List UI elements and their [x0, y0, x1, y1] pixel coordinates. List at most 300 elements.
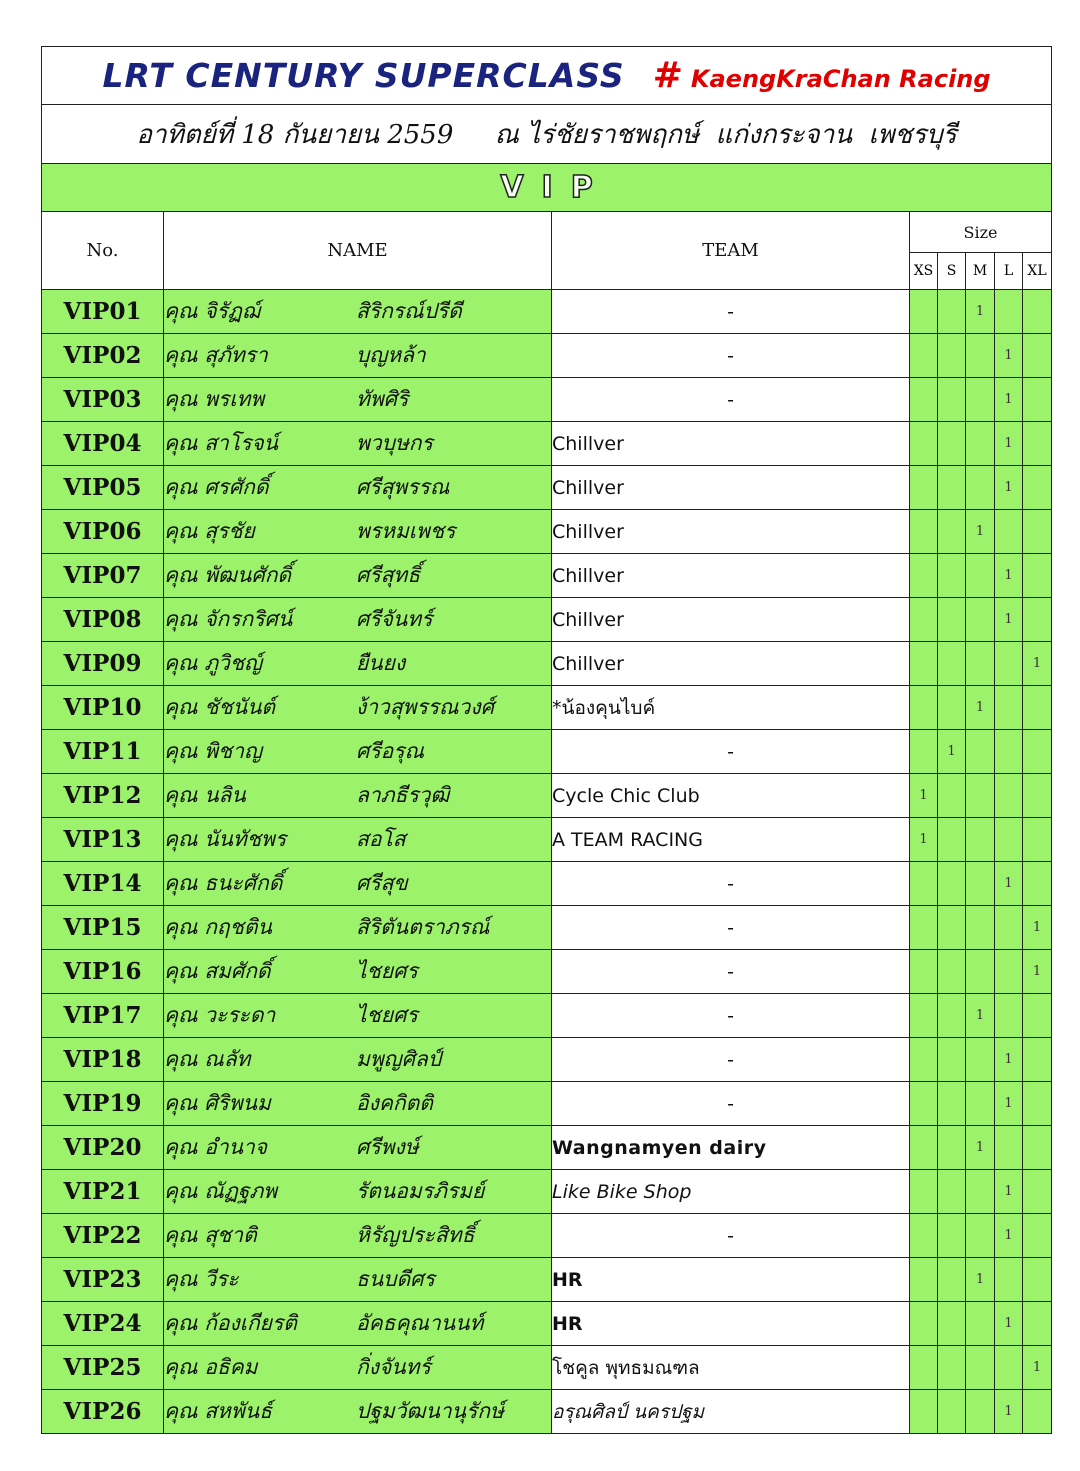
- size-cell-s: [938, 554, 966, 598]
- size-cell-s: [938, 1038, 966, 1082]
- size-cell-m: [966, 1390, 995, 1434]
- participant-name: [164, 994, 552, 1038]
- entry-number: VIP17: [42, 994, 164, 1038]
- size-cell-l: [995, 642, 1023, 686]
- size-cell-l: 1: [995, 1038, 1023, 1082]
- size-cell-l: [995, 510, 1023, 554]
- entry-number: VIP20: [42, 1126, 164, 1170]
- size-cell-l: [995, 994, 1023, 1038]
- table-row: [42, 642, 1052, 686]
- table-row: [42, 510, 1052, 554]
- size-cell-l: [995, 290, 1023, 334]
- first-name: คุณ พรเทพ: [164, 387, 265, 411]
- table-row: [42, 774, 1052, 818]
- size-cell-xs: 1: [910, 818, 938, 862]
- size-cell-xl: 1: [1023, 906, 1052, 950]
- size-cell-xl: [1023, 686, 1052, 730]
- first-name: คุณ สุชาติ: [164, 1223, 257, 1247]
- size-cell-l: 1: [995, 466, 1023, 510]
- first-name: คุณ ศรศักดิ์: [164, 475, 269, 499]
- participant-name: [164, 334, 552, 378]
- size-cell-xl: [1023, 1082, 1052, 1126]
- table-row: [42, 686, 1052, 730]
- table-row: [42, 1214, 1052, 1258]
- team-name: Chillver: [552, 554, 910, 598]
- col-header-no: No.: [42, 212, 164, 290]
- last-name: บุญหล้า: [356, 343, 426, 367]
- size-header-xl: XL: [1023, 253, 1052, 290]
- team-name: HR: [552, 1302, 910, 1346]
- size-cell-l: 1: [995, 598, 1023, 642]
- size-cell-l: 1: [995, 1170, 1023, 1214]
- last-name: ศรีพงษ์: [356, 1135, 419, 1159]
- size-cell-l: [995, 1346, 1023, 1390]
- participant-name: [164, 422, 552, 466]
- entry-number: VIP10: [42, 686, 164, 730]
- first-name: คุณ วะระดา: [164, 1003, 276, 1027]
- last-name: ลาภธีรวุฒิ: [356, 783, 450, 807]
- table-row: [42, 950, 1052, 994]
- last-name: สอโส: [356, 827, 406, 851]
- size-cell-xl: [1023, 1170, 1052, 1214]
- size-cell-xl: [1023, 818, 1052, 862]
- first-name: คุณ ณลัท: [164, 1047, 251, 1071]
- col-header-size: Size: [910, 212, 1052, 253]
- table-row: [42, 1258, 1052, 1302]
- col-header-name: NAME: [164, 212, 552, 290]
- first-name: คุณ กฤชติน: [164, 915, 272, 939]
- size-cell-xl: [1023, 1390, 1052, 1434]
- size-cell-xs: [910, 686, 938, 730]
- entry-number: VIP07: [42, 554, 164, 598]
- first-name: คุณ สาโรจน์: [164, 431, 279, 455]
- participant-name: [164, 730, 552, 774]
- first-name: คุณ ธนะศักดิ์: [164, 871, 283, 895]
- participant-name: [164, 818, 552, 862]
- last-name: สิริกรณ์ปรีดี: [356, 299, 462, 323]
- entry-number: VIP03: [42, 378, 164, 422]
- size-cell-s: [938, 1302, 966, 1346]
- first-name: คุณ ศิริพนม: [164, 1091, 271, 1115]
- last-name: ศรีสุพรรณ: [356, 475, 450, 499]
- table-row: [42, 334, 1052, 378]
- team-name: -: [552, 334, 910, 378]
- entry-number: VIP11: [42, 730, 164, 774]
- table-row: [42, 818, 1052, 862]
- size-cell-l: [995, 730, 1023, 774]
- size-cell-l: [995, 906, 1023, 950]
- participant-name: [164, 1302, 552, 1346]
- team-name: Chillver: [552, 642, 910, 686]
- size-cell-xl: [1023, 1214, 1052, 1258]
- size-cell-xs: [910, 510, 938, 554]
- size-cell-xl: 1: [1023, 950, 1052, 994]
- size-cell-xs: [910, 1170, 938, 1214]
- size-cell-s: [938, 334, 966, 378]
- size-cell-xs: [910, 1126, 938, 1170]
- table-row: [42, 378, 1052, 422]
- table-row: [42, 1038, 1052, 1082]
- size-cell-m: [966, 378, 995, 422]
- size-cell-xl: [1023, 422, 1052, 466]
- size-cell-l: [995, 950, 1023, 994]
- first-name: คุณ วีระ: [164, 1267, 239, 1291]
- team-name: อรุณศิลป์ นครปฐม: [552, 1390, 910, 1434]
- last-name: ศรีสุข: [356, 871, 408, 895]
- size-cell-m: [966, 554, 995, 598]
- size-cell-xl: [1023, 730, 1052, 774]
- team-name: -: [552, 1082, 910, 1126]
- table-row: [42, 1170, 1052, 1214]
- last-name: ศรีจันทร์: [356, 607, 433, 631]
- size-cell-xs: [910, 1082, 938, 1126]
- table-row: [42, 1126, 1052, 1170]
- size-header-xs: XS: [910, 253, 938, 290]
- team-name: Chillver: [552, 466, 910, 510]
- team-name: -: [552, 862, 910, 906]
- size-cell-xs: [910, 1258, 938, 1302]
- size-cell-m: [966, 1082, 995, 1126]
- size-cell-s: [938, 1126, 966, 1170]
- last-name: ปฐมวัฒนานุรักษ์: [356, 1399, 504, 1423]
- size-cell-xl: [1023, 554, 1052, 598]
- size-cell-xl: [1023, 994, 1052, 1038]
- size-cell-l: 1: [995, 862, 1023, 906]
- size-cell-m: 1: [966, 994, 995, 1038]
- first-name: คุณ นลิน: [164, 783, 246, 807]
- event-subtitle: KaengKraChan Racing: [690, 65, 991, 93]
- entry-number: VIP01: [42, 290, 164, 334]
- size-cell-xl: [1023, 1258, 1052, 1302]
- table-row: [42, 862, 1052, 906]
- size-cell-xs: [910, 1214, 938, 1258]
- last-name: รัตนอมรภิรมย์: [356, 1179, 485, 1203]
- hash-symbol: #: [652, 55, 683, 96]
- table-row: [42, 1082, 1052, 1126]
- participant-name: [164, 1346, 552, 1390]
- size-cell-m: 1: [966, 290, 995, 334]
- size-cell-l: 1: [995, 1302, 1023, 1346]
- table-row: [42, 1390, 1052, 1434]
- participant-name: [164, 554, 552, 598]
- last-name: หิรัญประสิทธิ์: [356, 1223, 475, 1247]
- participant-name: [164, 466, 552, 510]
- size-cell-xl: [1023, 334, 1052, 378]
- size-cell-xs: [910, 290, 938, 334]
- participant-name: [164, 598, 552, 642]
- size-cell-s: [938, 598, 966, 642]
- last-name: กิ่งจันทร์: [356, 1355, 431, 1379]
- size-cell-m: [966, 1302, 995, 1346]
- size-header-l: L: [995, 253, 1023, 290]
- table-row: [42, 1346, 1052, 1390]
- size-cell-m: [966, 642, 995, 686]
- table-row: [42, 730, 1052, 774]
- participant-name: [164, 1038, 552, 1082]
- event-date-location: อาทิตย์ที่ 18 กันยายน 2559 ณ ไร่ชัยราชพฤกษ์ แก่งกระจาน เพชรบุรี: [42, 105, 1052, 164]
- first-name: คุณ พิชาญ: [164, 739, 262, 763]
- last-name: มพูญศิลป์: [356, 1047, 442, 1071]
- size-cell-s: [938, 1214, 966, 1258]
- entry-number: VIP13: [42, 818, 164, 862]
- participant-name: [164, 510, 552, 554]
- size-cell-m: [966, 1346, 995, 1390]
- size-cell-l: [995, 774, 1023, 818]
- first-name: คุณ ณัฏฐภพ: [164, 1179, 278, 1203]
- size-cell-xl: [1023, 1038, 1052, 1082]
- participant-name: [164, 290, 552, 334]
- size-cell-xl: [1023, 378, 1052, 422]
- size-cell-xs: [910, 950, 938, 994]
- size-cell-m: [966, 774, 995, 818]
- entry-number: VIP08: [42, 598, 164, 642]
- team-name: Like Bike Shop: [552, 1170, 910, 1214]
- size-cell-xs: [910, 378, 938, 422]
- title-row: [42, 47, 1052, 105]
- team-name: -: [552, 950, 910, 994]
- last-name: ไชยศร: [356, 1003, 418, 1027]
- size-cell-m: [966, 906, 995, 950]
- size-cell-xs: [910, 906, 938, 950]
- table-row: [42, 466, 1052, 510]
- size-cell-xl: [1023, 598, 1052, 642]
- size-cell-xs: [910, 334, 938, 378]
- size-cell-m: [966, 950, 995, 994]
- table-row: [42, 554, 1052, 598]
- entry-number: VIP16: [42, 950, 164, 994]
- team-name: -: [552, 994, 910, 1038]
- entry-number: VIP26: [42, 1390, 164, 1434]
- size-cell-xs: [910, 466, 938, 510]
- size-cell-s: [938, 466, 966, 510]
- team-name: -: [552, 906, 910, 950]
- size-cell-xl: 1: [1023, 642, 1052, 686]
- entry-number: VIP24: [42, 1302, 164, 1346]
- participant-name: [164, 1126, 552, 1170]
- col-header-team: TEAM: [552, 212, 910, 290]
- size-cell-xs: [910, 1038, 938, 1082]
- size-cell-xs: [910, 1346, 938, 1390]
- size-cell-s: [938, 378, 966, 422]
- team-name: HR: [552, 1258, 910, 1302]
- size-cell-m: [966, 818, 995, 862]
- participant-name: [164, 1390, 552, 1434]
- entry-number: VIP06: [42, 510, 164, 554]
- first-name: คุณ จิรัฏฌ์: [164, 299, 260, 323]
- size-cell-m: [966, 334, 995, 378]
- table-row: [42, 290, 1052, 334]
- first-name: คุณ อำนาจ: [164, 1135, 268, 1159]
- participant-name: [164, 1258, 552, 1302]
- first-name: คุณ ภูวิชญ์: [164, 651, 262, 675]
- team-name: -: [552, 290, 910, 334]
- first-name: คุณ สมศักดิ์: [164, 959, 271, 983]
- registration-sheet: [41, 46, 1052, 1434]
- size-cell-s: [938, 642, 966, 686]
- team-name: Chillver: [552, 510, 910, 554]
- size-cell-l: [995, 1126, 1023, 1170]
- last-name: พวบุษกร: [356, 431, 433, 455]
- size-cell-xs: [910, 598, 938, 642]
- participant-name: [164, 1082, 552, 1126]
- size-cell-m: [966, 730, 995, 774]
- size-cell-l: 1: [995, 334, 1023, 378]
- size-cell-xl: [1023, 862, 1052, 906]
- size-cell-l: 1: [995, 1390, 1023, 1434]
- last-name: ยืนยง: [356, 651, 406, 675]
- size-cell-s: [938, 422, 966, 466]
- size-cell-m: [966, 1170, 995, 1214]
- size-cell-xl: [1023, 510, 1052, 554]
- entry-number: VIP04: [42, 422, 164, 466]
- participant-name: [164, 950, 552, 994]
- last-name: ไชยศร: [356, 959, 418, 983]
- size-cell-s: 1: [938, 730, 966, 774]
- entry-number: VIP18: [42, 1038, 164, 1082]
- size-cell-l: [995, 1258, 1023, 1302]
- size-cell-s: [938, 1082, 966, 1126]
- team-name: -: [552, 1214, 910, 1258]
- size-cell-xs: [910, 422, 938, 466]
- size-cell-m: [966, 422, 995, 466]
- size-cell-s: [938, 1390, 966, 1434]
- size-cell-s: [938, 818, 966, 862]
- event-title: LRT CENTURY SUPERCLASS: [102, 56, 625, 95]
- entry-number: VIP14: [42, 862, 164, 906]
- team-name: A TEAM RACING: [552, 818, 910, 862]
- size-cell-l: 1: [995, 1082, 1023, 1126]
- table-row: [42, 906, 1052, 950]
- size-cell-xs: [910, 642, 938, 686]
- size-cell-l: 1: [995, 554, 1023, 598]
- size-cell-s: [938, 774, 966, 818]
- size-cell-s: [938, 862, 966, 906]
- size-cell-s: [938, 290, 966, 334]
- table-row: [42, 422, 1052, 466]
- size-cell-xl: [1023, 466, 1052, 510]
- team-name: Chillver: [552, 422, 910, 466]
- entry-number: VIP23: [42, 1258, 164, 1302]
- header-row: [42, 212, 1052, 253]
- entry-number: VIP12: [42, 774, 164, 818]
- size-cell-xs: [910, 862, 938, 906]
- size-cell-xl: [1023, 1126, 1052, 1170]
- team-name: -: [552, 378, 910, 422]
- size-header-m: M: [966, 253, 995, 290]
- participant-name: [164, 862, 552, 906]
- last-name: ธนบดีศร: [356, 1267, 435, 1291]
- table-row: [42, 598, 1052, 642]
- size-cell-m: 1: [966, 1258, 995, 1302]
- first-name: คุณ นันทัชพร: [164, 827, 287, 851]
- participant-name: [164, 1214, 552, 1258]
- table-row: [42, 1302, 1052, 1346]
- last-name: ศรีสุทธิ์: [356, 563, 421, 587]
- date-row: [42, 105, 1052, 164]
- size-cell-s: [938, 1346, 966, 1390]
- first-name: คุณ สุรชัย: [164, 519, 255, 543]
- size-cell-xs: [910, 554, 938, 598]
- size-cell-m: [966, 862, 995, 906]
- size-cell-xl: [1023, 774, 1052, 818]
- size-cell-m: [966, 598, 995, 642]
- entry-number: VIP15: [42, 906, 164, 950]
- last-name: ทัพศิริ: [356, 387, 409, 411]
- size-cell-m: [966, 1038, 995, 1082]
- first-name: คุณ อธิคม: [164, 1355, 258, 1379]
- team-name: *น้องคุนไบค์: [552, 686, 910, 730]
- last-name: อัคธคุณานนท์: [356, 1311, 484, 1335]
- table-row: [42, 994, 1052, 1038]
- size-cell-l: [995, 818, 1023, 862]
- size-cell-s: [938, 906, 966, 950]
- size-cell-s: [938, 1258, 966, 1302]
- size-cell-m: 1: [966, 510, 995, 554]
- participant-name: [164, 1170, 552, 1214]
- team-name: -: [552, 730, 910, 774]
- size-cell-l: 1: [995, 378, 1023, 422]
- category-label: VIP: [500, 170, 611, 205]
- participant-name: [164, 378, 552, 422]
- team-name: Wangnamyen dairy: [552, 1126, 910, 1170]
- entry-number: VIP05: [42, 466, 164, 510]
- size-cell-s: [938, 686, 966, 730]
- last-name: อิงคกิตติ: [356, 1091, 433, 1115]
- size-cell-xs: [910, 994, 938, 1038]
- entry-number: VIP21: [42, 1170, 164, 1214]
- size-cell-m: 1: [966, 686, 995, 730]
- team-name: Chillver: [552, 598, 910, 642]
- size-cell-l: [995, 686, 1023, 730]
- first-name: คุณ พัฒนศักดิ์: [164, 563, 292, 587]
- entry-number: VIP19: [42, 1082, 164, 1126]
- size-cell-xs: [910, 1390, 938, 1434]
- size-cell-l: 1: [995, 1214, 1023, 1258]
- size-cell-xs: [910, 1302, 938, 1346]
- participant-name: [164, 774, 552, 818]
- last-name: พรหมเพชร: [356, 519, 456, 543]
- size-cell-m: [966, 1214, 995, 1258]
- first-name: คุณ สหพันธ์: [164, 1399, 272, 1423]
- first-name: คุณ ชัชนันต์: [164, 695, 276, 719]
- first-name: คุณ สุภัทรา: [164, 343, 268, 367]
- size-cell-s: [938, 1170, 966, 1214]
- participant-name: [164, 686, 552, 730]
- team-name: โชคูล พุทธมณฑล: [552, 1346, 910, 1390]
- size-cell-m: 1: [966, 1126, 995, 1170]
- last-name: ง้าวสุพรรณวงศ์: [356, 695, 494, 719]
- first-name: คุณ จักรกริศน์: [164, 607, 293, 631]
- team-name: -: [552, 1038, 910, 1082]
- last-name: ศรีอรุณ: [356, 739, 424, 763]
- entry-number: VIP25: [42, 1346, 164, 1390]
- size-header-s: S: [938, 253, 966, 290]
- size-cell-xl: [1023, 1302, 1052, 1346]
- size-cell-xl: [1023, 290, 1052, 334]
- size-cell-xl: 1: [1023, 1346, 1052, 1390]
- category-row: [42, 164, 1052, 212]
- entry-number: VIP22: [42, 1214, 164, 1258]
- participant-name: [164, 906, 552, 950]
- size-cell-s: [938, 994, 966, 1038]
- size-cell-xs: 1: [910, 774, 938, 818]
- last-name: สิริตันตราภรณ์: [356, 915, 490, 939]
- participant-name: [164, 642, 552, 686]
- size-cell-m: [966, 466, 995, 510]
- size-cell-l: 1: [995, 422, 1023, 466]
- size-cell-s: [938, 510, 966, 554]
- size-cell-xs: [910, 730, 938, 774]
